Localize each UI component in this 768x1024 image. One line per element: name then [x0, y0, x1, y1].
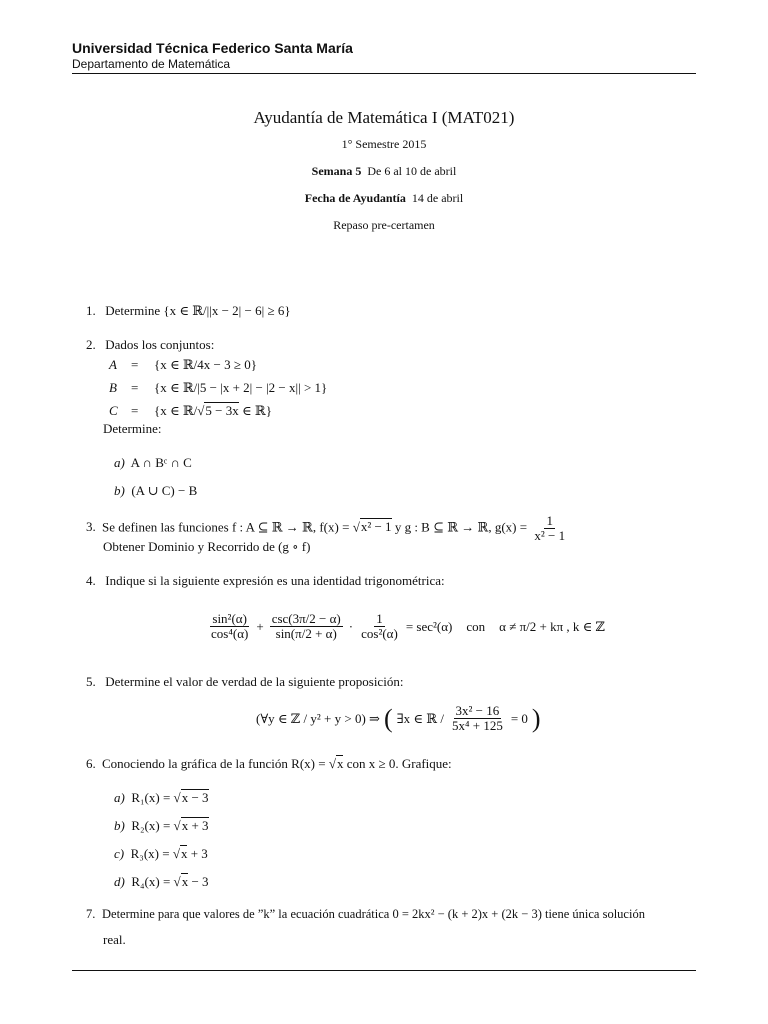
department-name: Departamento de Matemática — [72, 57, 231, 71]
set-b-lhs: B — [109, 380, 117, 395]
problem-number: 6. — [86, 756, 96, 771]
item-radicand: x − 3 — [181, 790, 209, 805]
problem-3-line2: Obtener Dominio y Recorrido de (g ∘ f) — [103, 539, 311, 554]
problem-text: Determine {x ∈ ℝ/||x − 2| − 6| ≥ 6} — [105, 303, 291, 318]
f2-den: sin(π/2 + α) — [275, 626, 337, 641]
f1-den: cos⁴(α) — [211, 626, 249, 641]
item-post: + 3 — [187, 846, 208, 861]
problem-4 — [86, 573, 445, 589]
set-c-lhs: C — [109, 403, 118, 418]
plus-sign: + — [256, 618, 264, 634]
dot-sign: · — [348, 618, 354, 634]
item-pre: R₂(x) = — [131, 818, 174, 833]
problem-text: Dados los conjuntos: — [105, 337, 215, 352]
problem-number: 5. — [86, 674, 96, 689]
prop-num: 3x² − 16 — [455, 703, 500, 718]
problem-6: 6. Conociendo la gráfica de la función R(x) = √x con x ≥ 0. Grafique: — [86, 756, 452, 771]
set-c-pre: {x ∈ ℝ/ — [154, 403, 198, 418]
prop-lhs: (∀y ∈ ℤ / y² + y > 0) ⇒ — [256, 710, 380, 726]
f3-num: 1 — [376, 611, 383, 626]
document-title: Ayudantía de Matemática I (MAT021) — [253, 108, 515, 127]
date-value: 14 de abril — [411, 191, 464, 205]
item-label: b) — [114, 483, 125, 498]
date-line — [72, 191, 696, 206]
proposition — [256, 704, 541, 733]
problem-5 — [86, 674, 403, 690]
problem-7-line2: real. — [103, 932, 126, 947]
p6-text-post: con x ≥ 0. Grafique: — [343, 756, 452, 771]
item-text: (A ∪ C) − B — [131, 483, 198, 498]
problem-7-line1 — [86, 907, 645, 922]
p3-text-mid: y g : B ⊆ ℝ → ℝ, g(x) = — [391, 519, 531, 535]
set-c-rhs: {x ∈ ℝ/√5 − 3x ∈ ℝ} — [154, 403, 272, 418]
fraction-2 — [270, 612, 343, 641]
set-a-eq: = — [131, 357, 139, 372]
set-b-rhs: {x ∈ ℝ/|5 − |x + 2| − |2 − x|| > 1} — [154, 380, 328, 395]
open-paren: ( — [383, 703, 393, 733]
week-value: De 6 al 10 de abril — [367, 164, 457, 178]
p6-item-b: b) R₂(x) = √x + 3 — [114, 818, 209, 833]
p6-radicand: x — [336, 756, 344, 771]
f3-den: cos²(α) — [361, 626, 398, 641]
prop-fraction — [450, 704, 505, 733]
item-label: d) — [114, 874, 125, 889]
fraction-1 — [209, 612, 250, 641]
item-post: − 3 — [188, 874, 209, 889]
problem-3-line1: 3. Se definen las funciones f : A ⊆ ℝ → ℝ, f(x) = √x² − 1 y g : B ⊆ ℝ → ℝ, g(x) = $\frac{1}{\text{x² − 1}}$ — [86, 513, 566, 543]
university-name: Universidad Técnica Federico Santa María — [72, 40, 353, 56]
week-line — [72, 164, 696, 179]
problem-number: 3. — [86, 519, 96, 535]
problem-number: 1. — [86, 303, 96, 318]
condition: α ≠ π/2 + kπ , k ∈ ℤ — [499, 618, 606, 634]
identity-rhs: = sec²(α) — [405, 618, 453, 634]
date-label: Fecha de Ayudantía — [304, 191, 406, 205]
fraction-3 — [359, 612, 400, 641]
item-label: c) — [114, 846, 125, 861]
p3-text-pre: Se definen las funciones f : A ⊆ ℝ → ℝ, f(x) = — [102, 519, 353, 535]
semester: 1° Semestre 2015 — [341, 137, 427, 151]
item-text: A ∩ Bᶜ ∩ C — [130, 455, 192, 470]
problem-1 — [86, 303, 291, 319]
p3-radicand: x² − 1 — [360, 519, 392, 535]
trig-identity — [207, 612, 605, 641]
p2-item-b — [114, 483, 197, 499]
item-radicand: x — [181, 874, 189, 889]
con-word: con — [466, 618, 486, 634]
prop-rhs-pre: ∃x ∈ ℝ / — [396, 710, 444, 726]
problem-number: 2. — [86, 337, 96, 352]
item-radicand: x — [180, 846, 188, 861]
problem-text: Indique si la siguiente expresión es una identidad trigonométrica: — [105, 573, 445, 588]
set-b-eq: = — [131, 380, 139, 395]
problem-number: 4. — [86, 573, 96, 588]
problem-number: 7. — [86, 907, 96, 921]
item-label: b) — [114, 818, 125, 833]
problem-text: Determine el valor de verdad de la siguiente proposición: — [105, 674, 404, 689]
item-pre: R₃(x) = — [130, 846, 173, 861]
item-pre: R₄(x) = — [131, 874, 174, 889]
p6-item-d: d) R₄(x) = √x − 3 — [114, 874, 209, 889]
g-numerator: 1 — [546, 513, 553, 528]
footer-rule — [72, 970, 696, 971]
f1-num: sin²(α) — [212, 611, 247, 626]
item-radicand: x + 3 — [181, 818, 209, 833]
set-c-radicand: 5 − 3x — [205, 403, 239, 418]
item-pre: R₁(x) = — [131, 790, 174, 805]
item-label: a) — [114, 455, 125, 470]
set-c-post: ∈ ℝ} — [238, 403, 272, 418]
problem-text: Determine para que valores de ”k” la ecuación cuadrática 0 = 2kx² − (k + 2)x + (2k − 3) tiene única solución — [102, 907, 645, 921]
set-c-eq: = — [131, 403, 139, 418]
p6-item-a: a) R₁(x) = √x − 3 — [114, 790, 209, 805]
p2-item-a — [114, 455, 192, 471]
set-a-lhs: A — [109, 357, 117, 372]
week-label: Semana 5 — [311, 164, 362, 178]
subtitle: Repaso pre-certamen — [333, 218, 435, 232]
g-denominator: x² − 1 — [534, 528, 566, 543]
prop-den: 5x⁴ + 125 — [451, 718, 503, 733]
prop-rhs-post: = 0 — [510, 710, 528, 726]
f2-num: csc(3π/2 − α) — [271, 611, 341, 626]
header-rule — [72, 73, 696, 74]
g-fraction — [532, 514, 567, 543]
p6-item-c: c) R₃(x) = √x + 3 — [114, 846, 208, 861]
item-label: a) — [114, 790, 125, 805]
set-a-rhs: {x ∈ ℝ/4x − 3 ≥ 0} — [154, 357, 257, 372]
close-paren: ) — [531, 703, 541, 733]
p6-text-pre: Conociendo la gráfica de la función R(x) = — [102, 756, 329, 771]
p2-determine: Determine: — [103, 421, 162, 436]
problem-2-intro — [86, 337, 214, 353]
